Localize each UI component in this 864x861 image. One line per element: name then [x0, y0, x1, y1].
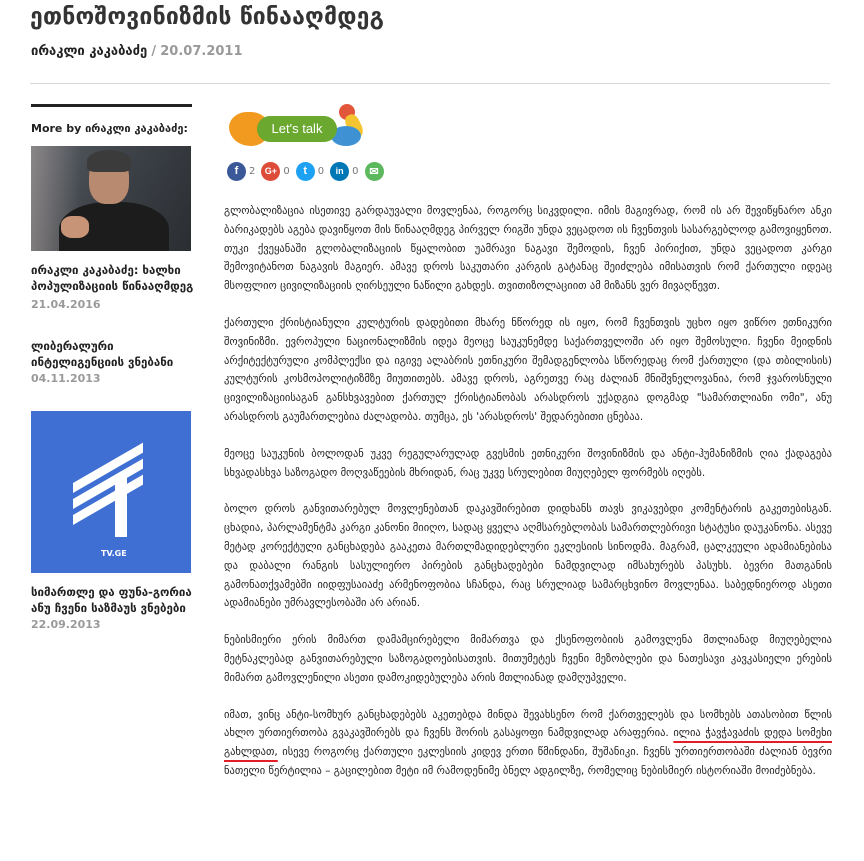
email-icon[interactable]: ✉ — [365, 162, 384, 181]
facebook-count: 2 — [249, 165, 256, 177]
tv-ge-logo-thumbnail[interactable] — [31, 411, 191, 573]
article-paragraph: ქართული ქრისტიანული კულტურის დადებითი მხარე ნწორედ ის იყო, რომ ჩვენთვის უცხო იყო ვიწრო ეთნიკური შოვინიზმი. ევროპული ნაციონალიზმის იდეა მეოცე საუკუნემდე საქართველოში არ იყო შემოსული. ჩვენი მეიდნის არქიტექტურული კომპლექსი და იგივე ალაბრის ეთნიკური შემადგენლობა სწორედაც რომ ქართული (და თბილისის) კულტურის კოსმოპოლიტიზმზე მიუთითებს. ამავე დროს, აგრეთვე რაც ძალიან მნიშვნელოვანია, რომ ჯვაროსნული ცივილიზაციისაგან განსხვავებით ქართულ ქრისტიანობას არასდროს უქადგია დოგმად "სამართლიანი ომი", ანუ არასდროს გაუმართლებია ძალადობა. თუმცა, ეს 'არასდროს' შედარებითი ცნებაა. — [224, 316, 832, 423]
sidebar — [31, 104, 194, 631]
related-article-date: 22.09.2013 — [31, 618, 101, 631]
speaker-video-thumbnail[interactable] — [31, 146, 191, 251]
related-article-title[interactable]: სიმართლე და ფუნა-გორია ანუ ჩვენი საზმაუს ვნებები — [31, 585, 192, 615]
google-plus-count: 0 — [283, 165, 290, 177]
facebook-icon[interactable]: f — [227, 162, 246, 181]
tv-ge-logo-icon — [69, 437, 157, 533]
twitter-icon[interactable]: t — [296, 162, 315, 181]
related-article-date: 04.11.2013 — [31, 372, 101, 385]
twitter-count: 0 — [317, 165, 325, 177]
related-article-title[interactable]: ირაკლი კაკაბაძე: ხალხი პოპულიზაციის წინააღმდეგ — [31, 263, 194, 293]
paragraph-text: ისევე როგორც ქართული ეკლესიის კიდევ ერთი წმინდანი, შუშანიკი. ჩვენს ურთიერთობაში ძალიან ბევრი ნათელი წერტილია – გაცილებით მეტი იმ რამოდენიმე ბნელ ადგილზე, რომელიც ნებისმიერ ისტორიაში მოიძებნება. — [224, 746, 832, 777]
article-body — [224, 202, 832, 799]
article-paragraph: ნებისმიერი ერის მიმართ დამამცირებელი მიმართვა და ქსენოფობიის გამოვლენა მთლიანად მიუღებელია მეტნაკლებად განვითარებული საზოგადოებისათვის. მითუმეტეს ჩვენი მეზობლები და ნათესავი კავკასიელი ერების მიმართ გამოვლენილი ასეთი დამოკიდებულება არის მთლიანად დამღუპველი. — [224, 634, 832, 684]
article-title: ეთნოშოვინიზმის წინააღმდეგ — [30, 4, 385, 30]
article-paragraph: გლობალიზაცია ისეთივე გარდაუვალი მოვლენაა, როგორც სიკვდილი. იმის მაგივრად, რომ ის არ შევიწყნარო ანკი ბარიკადებს აგება დავიწყოთ მის წინააღმდეგ პირველ რიგში უნდა ვეცადოთ ის ჩვენთვის სასარგებლოდ გამოვიყენოთ. თუკი ქვეყანაში გლობალიზაციის წყალობით უამრავი ნაგავი შემოდის, ჩვენ პირიქით, უნდა ვეცადოთ კარგი შემოვიტანოთ ნაგავის მაგიერ. ამავე დროს საკუთარი კარგის გატანაც შეიძლება იმისათვის რომ ქართული იდეაც მსოფლიო ცივილიზაციის ღირსეული ნაწილი გახდეს. თვითიზოლაციით ამ მიზანს ვერ მივაღწევთ. — [224, 205, 832, 293]
article-paragraph: მეოცე საუკუნის ბოლოდან უკვე რეგულარულად გვესმის ეთნიკური შოვინიზმის და ანტი-ჰუმანიზმის ღია ქადაგება სხვადასხვა საზოგადო მოღვაწეების მხრიდან, რაც უკვე სრულებით მიუღებელ ფორმებს იღებს. — [224, 447, 832, 479]
article-date: 20.07.2011 — [160, 44, 243, 59]
linkedin-icon[interactable]: in — [330, 162, 349, 181]
linkedin-count: 0 — [352, 165, 359, 177]
tv-ge-label: TV.GE — [101, 549, 127, 558]
thumbnail-speaker-hair — [87, 150, 131, 172]
thumbnail-speaker-hand — [61, 216, 89, 238]
underlined-highlight: ილია ჭავჭავაძის დედა სომეხი გახლდათ, — [224, 727, 832, 759]
paragraph-text: იმათ, ვინც ანტი-სომხურ განცხადებებს აკეთებდა მინდა შევახსენო რომ ქართველებს და სომხებს ათასობით წლის ახლო ურთიერთობა გვაკავშირებს და ჩვენს შორის გასაყოფი ნამდვილად არაფერია. — [224, 708, 832, 740]
google-plus-icon[interactable]: G+ — [261, 162, 280, 181]
share-bar — [227, 160, 384, 182]
header-divider — [30, 83, 830, 84]
sidebar-top-bar — [31, 104, 192, 107]
logo-stem — [115, 477, 127, 537]
author-link[interactable]: ირაკლი კაკაბაძე — [31, 44, 148, 59]
byline-separator: / — [151, 44, 157, 59]
article-paragraph: ბოლო დროს განვითარებულ მოვლენებთან დაკავშირებით დიდხანს თავს ვიკავებდი კომენტარის გაკეთებისგან. ცხადია, პარლამენტმა კარგი კანონი მიიღო, სადაც ყველა აღმსარებლობას სამართლებრივი სტატუსი დაუკანონა. ასევე მეტად კორექტული განცხადება გააკეთა მართლმადიდებლური ეკლესიის სინოდმა. მაგრამ, ცალკეული ადამიანებისა და დაბალი რანგის სასულიერო პირების განცხადებები ნამდვილად იმსახურებს პასუხს. ბევრი მათგანის გამონათქვამებში იიდფუსაიაძე არმენოფობია სჩანდა, რაც სრულიად სამარცხვინო მოვლენაა. საბედნიეროდ ასეთი ადამიანები უმრავლესობაში არ არიან. — [224, 503, 832, 610]
more-by-heading: More by ირაკლი კაკაბაძე: — [31, 122, 188, 135]
related-article-date: 21.04.2016 — [31, 298, 101, 311]
byline — [31, 44, 243, 59]
related-article-title[interactable]: ლიბერალური ინტელიგენციის ვნებანი — [31, 339, 174, 369]
lets-talk-banner[interactable] — [227, 104, 377, 156]
article-paragraph-last — [224, 706, 832, 781]
lets-talk-label: Let's talk — [257, 116, 337, 142]
